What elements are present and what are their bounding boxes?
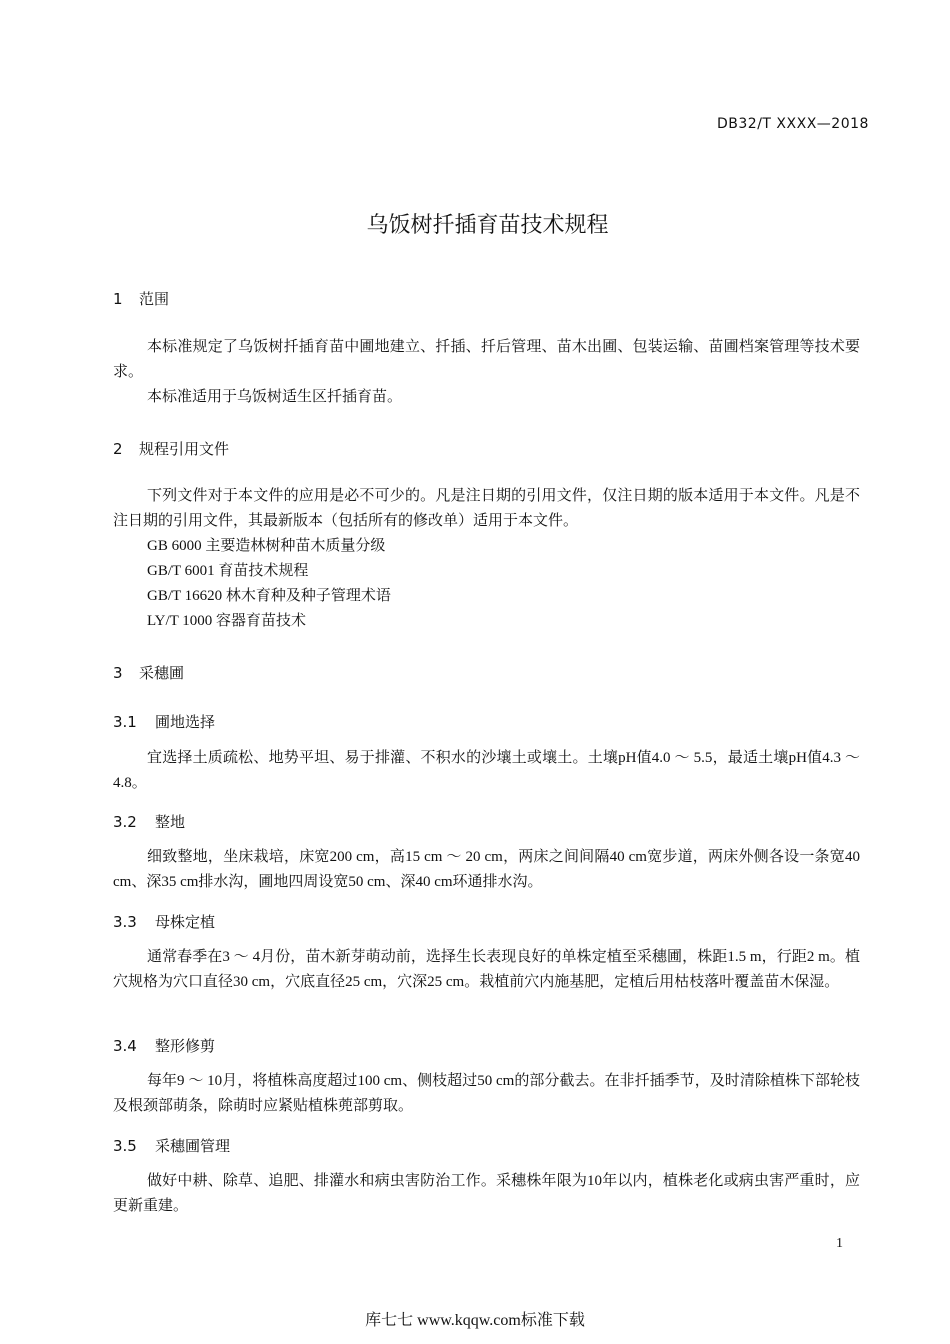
- subsection-title: 整地: [155, 813, 186, 831]
- section-number: 2: [113, 440, 123, 458]
- subsection-title: 整形修剪: [155, 1037, 216, 1055]
- section-title: 采穗圃: [139, 664, 185, 682]
- subsection-3-5-heading: [113, 1135, 230, 1156]
- section-1-paragraph-2: 本标准适用于乌饭树适生区扦插育苗。: [147, 389, 403, 405]
- reference-item: GB/T 16620 林木育种及种子管理术语: [147, 588, 391, 604]
- footer-watermark: 库七七 www.kqqw.com标准下载: [365, 1312, 585, 1329]
- reference-item: GB 6000 主要造林树种苗木质量分级: [147, 538, 386, 554]
- page-number: 1: [836, 1236, 843, 1251]
- section-title: 范围: [139, 290, 170, 308]
- section-2-heading: [113, 438, 229, 459]
- subsection-3-2-paragraph: 细致整地，坐床栽培，床宽200 cm，高15 cm ～ 20 cm，两床之间间隔40 cm宽步道，两床外侧各设一条宽40 cm、深35 cm排水沟，圃地四周设宽50 cm、深40 cm环通排水沟。: [113, 849, 860, 890]
- reference-item: LY/T 1000 容器育苗技术: [147, 613, 307, 629]
- subsection-3-4-heading: [113, 1035, 215, 1056]
- subsection-number: 3.1: [113, 713, 137, 731]
- section-1-paragraph-1: 本标准规定了乌饭树扦插育苗中圃地建立、扦插、扦后管理、苗木出圃、包装运输、苗圃档案管理等技术要求。: [113, 339, 860, 380]
- subsection-3-3-heading: [113, 911, 215, 932]
- subsection-number: 3.4: [113, 1037, 137, 1055]
- standard-code: DB32/T XXXX—2018: [717, 116, 869, 132]
- section-number: 3: [113, 664, 123, 682]
- subsection-number: 3.5: [113, 1137, 137, 1155]
- subsection-3-1-heading: [113, 711, 215, 732]
- subsection-3-1-paragraph: 宜选择土质疏松、地势平坦、易于排灌、不积水的沙壤土或壤土。土壤pH值4.0 ～ 5.5，最适土壤pH值4.3 ～ 4.8。: [113, 750, 860, 791]
- subsection-3-2-heading: [113, 811, 185, 832]
- reference-item: GB/T 6001 育苗技术规程: [147, 563, 309, 579]
- document-title: 乌饭树扦插育苗技术规程: [366, 213, 609, 238]
- subsection-title: 母株定植: [155, 913, 216, 931]
- subsection-3-3-paragraph: 通常春季在3 ～ 4月份，苗木新芽萌动前，选择生长表现良好的单株定植至采穗圃，株距1.5 m，行距2 m。植穴规格为穴口直径30 cm，穴底直径25 cm，穴深25 cm。栽植前穴内施基肥，定植后用枯枝落叶覆盖苗木保湿。: [113, 949, 860, 990]
- subsection-number: 3.3: [113, 913, 137, 931]
- subsection-title: 采穗圃管理: [155, 1137, 231, 1155]
- section-2-paragraph: 下列文件对于本文件的应用是必不可少的。凡是注日期的引用文件，仅注日期的版本适用于本文件。凡是不注日期的引用文件，其最新版本（包括所有的修改单）适用于本文件。: [113, 488, 860, 529]
- section-1-heading: [113, 288, 169, 309]
- section-number: 1: [113, 290, 123, 308]
- section-title: 规程引用文件: [139, 440, 230, 458]
- subsection-3-4-paragraph: 每年9 ～ 10月，将植株高度超过100 cm、侧枝超过50 cm的部分截去。在非扦插季节，及时清除植株下部轮枝及根颈部萌条，除萌时应紧贴植株蔸部剪取。: [113, 1073, 860, 1114]
- subsection-3-5-paragraph: 做好中耕、除草、追肥、排灌水和病虫害防治工作。采穗株年限为10年以内，植株老化或病虫害严重时，应更新重建。: [113, 1173, 860, 1214]
- subsection-title: 圃地选择: [155, 713, 216, 731]
- section-3-heading: [113, 662, 184, 683]
- subsection-number: 3.2: [113, 813, 137, 831]
